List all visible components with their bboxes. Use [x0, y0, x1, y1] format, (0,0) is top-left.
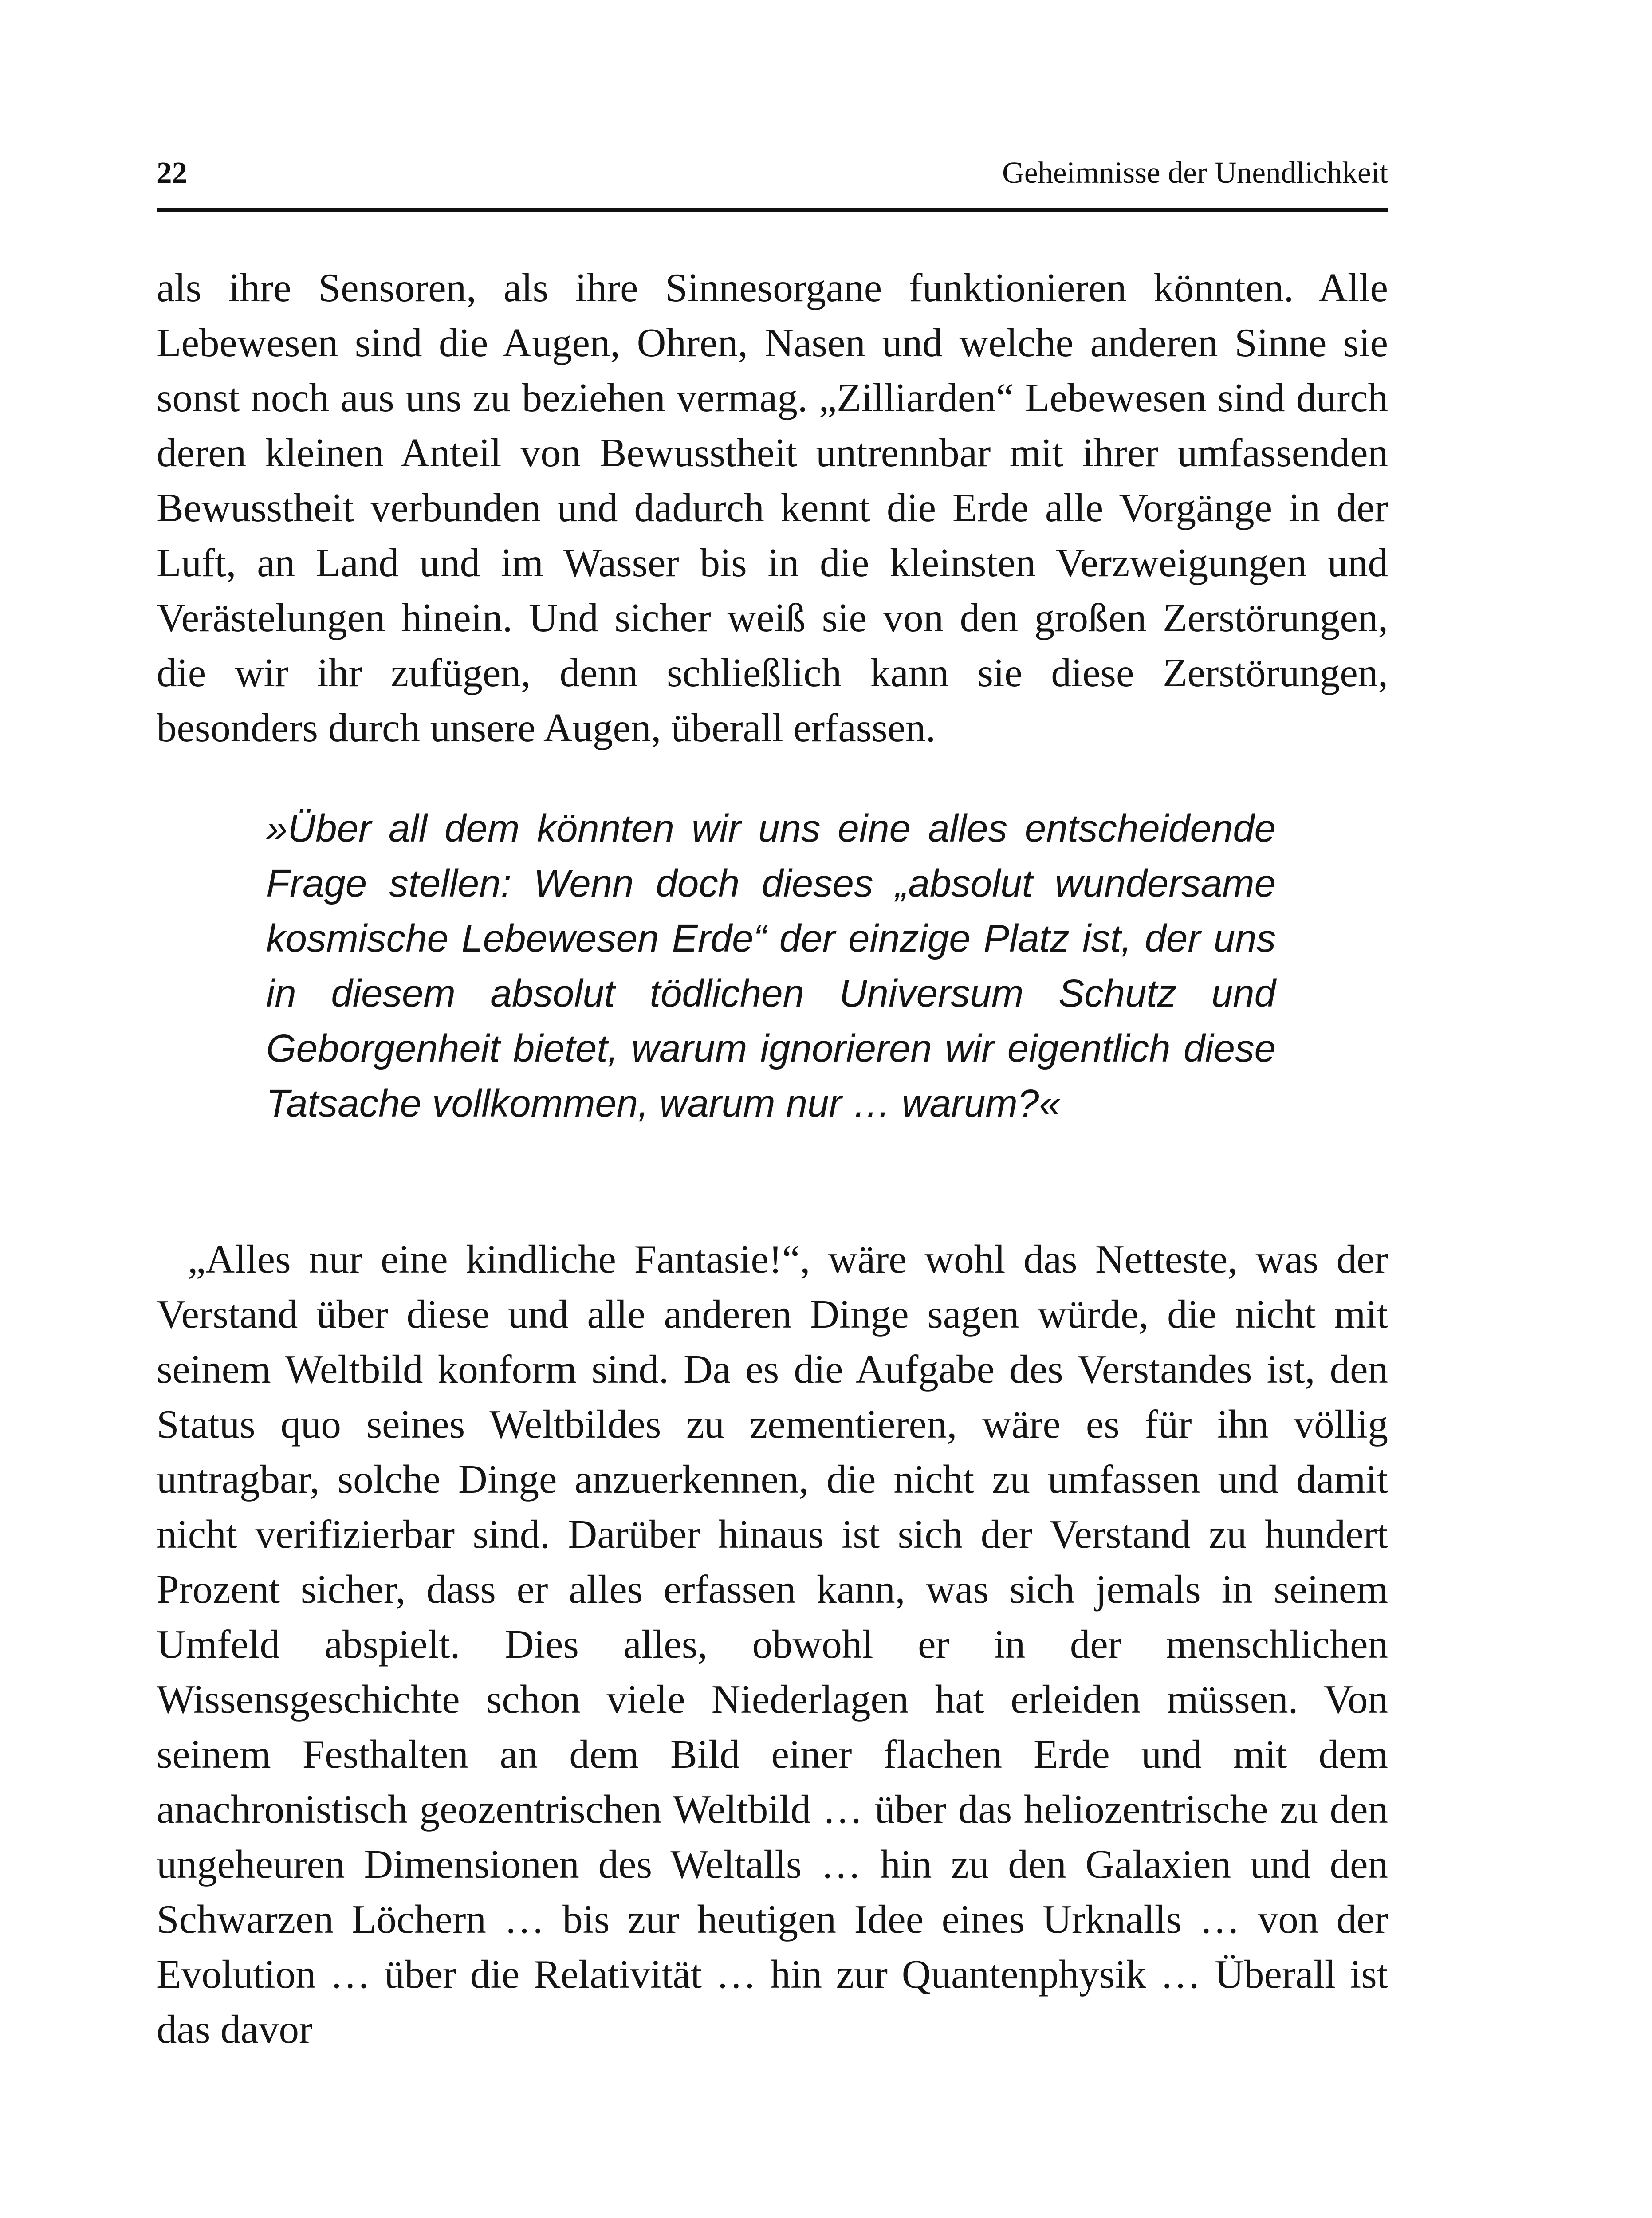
block-quote: »Über all dem könnten wir uns eine alles entscheidende Frage stellen: Wenn doch dieses „absolut wundersame kosmische Lebewesen Erde“ der einzige Platz ist, der uns in diesem absolut tödlichen Universum Schutz und Geborgenheit bietet, warum ignorieren wir eigentlich diese Tatsache vollkommen, warum nur … warum?« [266, 807, 1276, 1125]
body-paragraph-1: als ihre Sensoren, als ihre Sinnesorgane funktionieren könnten. Alle Lebewesen sind die Augen, Ohren, Nasen und welche anderen Sinne sie sonst noch aus uns zu beziehen vermag. „Zilliarden“ Lebewesen sind durch deren kleinen Anteil von Bewusstheit untrennbar mit ihrer umfassenden Bewusstheit verbunden und dadurch kennt die Erde alle Vorgänge in der Luft, an Land und im Wasser bis in die kleinsten Verzweigungen und Verästelungen hinein. Und sicher weiß sie von den großen Zerstörungen, die wir ihr zufügen, denn schließlich kann sie diese Zerstörungen, besonders durch unsere Augen, überall erfassen. [157, 265, 1388, 750]
page-header [157, 151, 1388, 212]
running-title: Geheimnisse der Unendlichkeit [1002, 156, 1388, 189]
body-paragraph-2: „Alles nur eine kindliche Fantasie!“, wäre wohl das Netteste, was der Verstand über diese und alle anderen Dinge sagen würde, die nicht mit seinem Weltbild konform sind. Da es die Aufgabe des Verstandes ist, den Status quo seines Weltbildes zu zementieren, wäre es für ihn völlig untragbar, solche Dinge anzuerkennen, die nicht zu umfassen und damit nicht verifizierbar sind. Darüber hinaus ist sich der Verstand zu hundert Prozent sicher, dass er alles erfassen kann, was sich jemals in seinem Umfeld abspielt. Dies alles, obwohl er in der menschlichen Wissensgeschichte schon viele Niederlagen hat erleiden müssen. Von seinem Festhalten an dem Bild einer flachen Erde und mit dem anachronistisch geozentrischen Weltbild … über das heliozentrische zu den ungeheuren Dimensionen des Weltalls … hin zu den Galaxien und den Schwarzen Löchern … bis zur heutigen Idee eines Urknalls … von der Evolution … über die Relativität … hin zur Quantenphysik … Überall ist das davor [157, 1237, 1388, 2052]
page-number: 22 [157, 156, 187, 189]
